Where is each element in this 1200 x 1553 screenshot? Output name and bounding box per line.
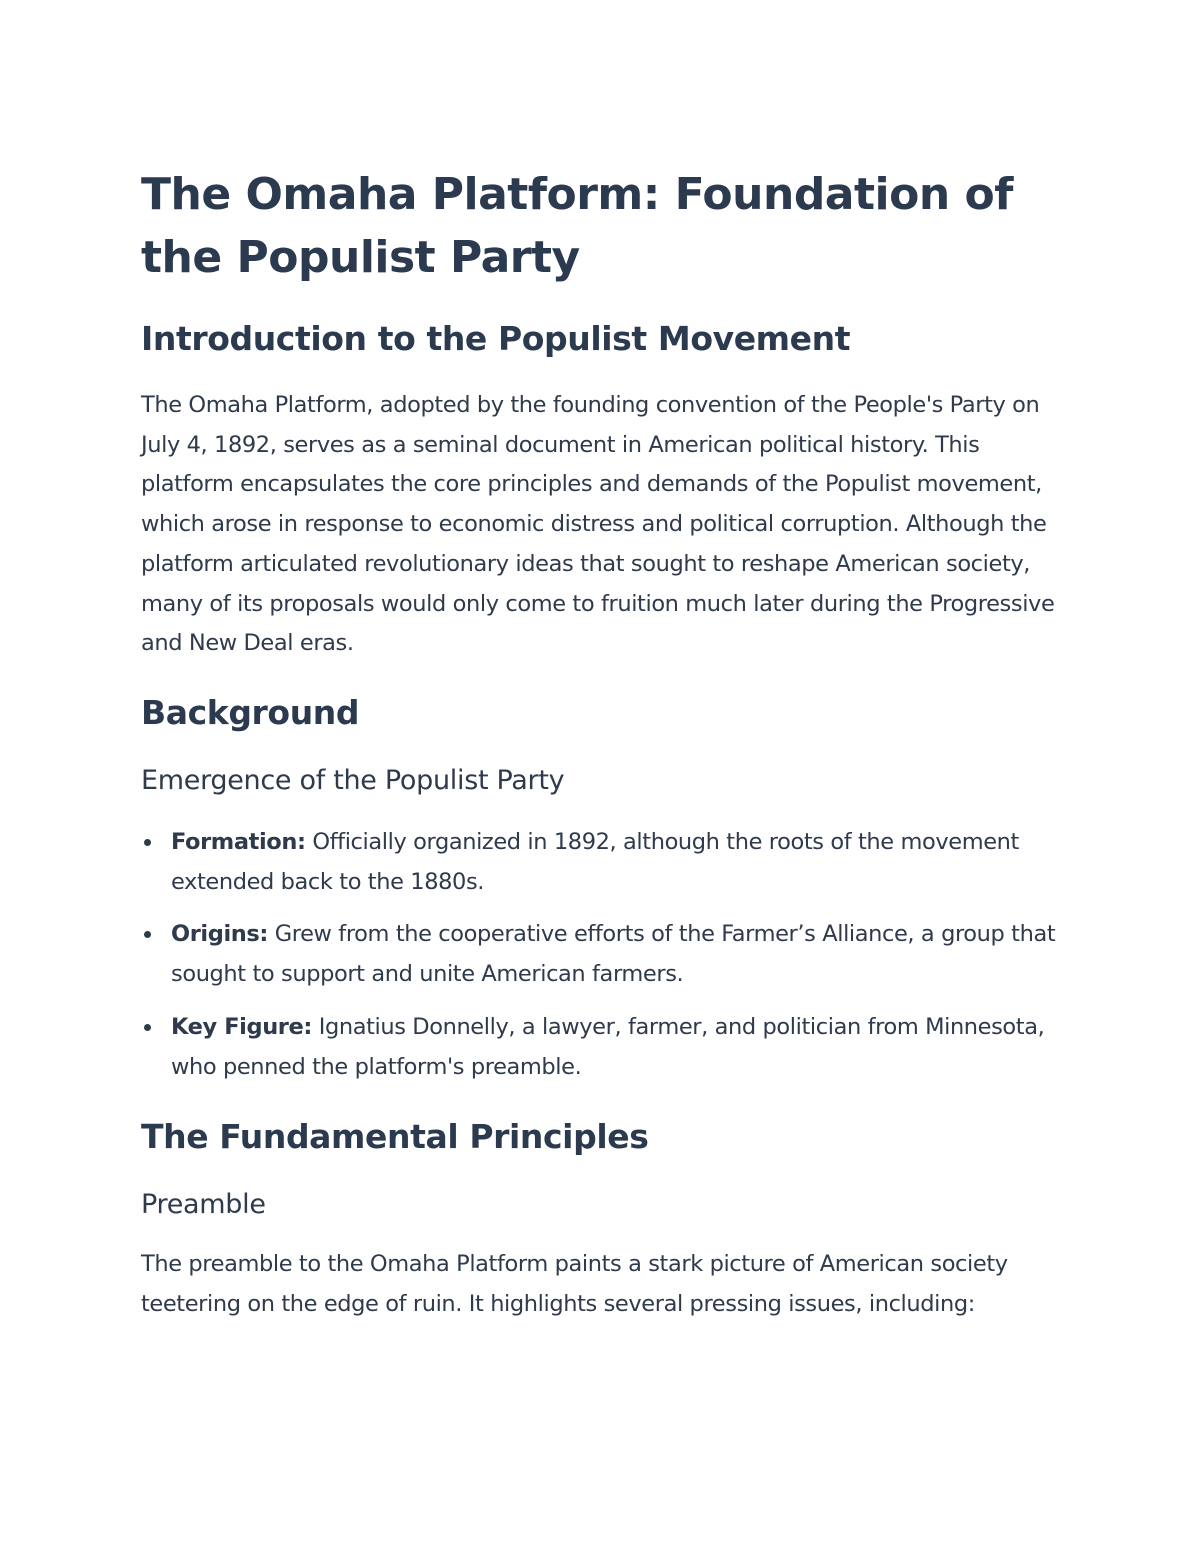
bullet-item-origins bbox=[141, 915, 1066, 994]
bullet-item-formation bbox=[141, 823, 1066, 902]
bullet-text: Ignatius Donnelly, a lawyer, farmer, and politician from Minnesota, who penned the platform's preamble. bbox=[171, 1013, 1045, 1080]
subheading-preamble: Preamble bbox=[141, 1189, 266, 1220]
preamble-paragraph: The preamble to the Omaha Platform paints a stark picture of American society teetering on the edge of ruin. It highlights several pressing issues, including: bbox=[141, 1251, 1008, 1317]
section-heading-introduction: Introduction to the Populist Movement bbox=[141, 319, 851, 358]
bullet-dot-icon bbox=[144, 1024, 151, 1031]
bullet-item-key-figure bbox=[141, 1008, 1066, 1087]
bullet-dot-icon bbox=[144, 931, 151, 938]
section-heading-fundamental-principles: The Fundamental Principles bbox=[141, 1117, 649, 1156]
bullet-dot-icon bbox=[144, 839, 151, 846]
section-heading-background: Background bbox=[141, 693, 360, 732]
bullet-label: Origins: bbox=[171, 921, 268, 948]
bullet-label: Formation: bbox=[171, 829, 306, 855]
bullet-label: Key Figure: bbox=[171, 1013, 312, 1040]
bullet-text: Grew from the cooperative efforts of the Farmer’s Alliance, a group that sought to support and unite American farmers. bbox=[171, 921, 1056, 988]
background-bullet-list bbox=[141, 823, 1066, 1100]
introduction-paragraph: The Omaha Platform, adopted by the founding convention of the People's Party on July 4, 1892, serves as a seminal document in American political history. This platform encapsulates the core principles and demands of the Populist movement, which arose in response to economic distress and political corruption. Although the platform articulated revolutionary ideas that sought to reshape American society, many of its proposals would only come to fruition much later during the Progressive and New Deal eras. bbox=[141, 392, 1055, 657]
subheading-emergence: Emergence of the Populist Party bbox=[141, 765, 565, 796]
bullet-text: Officially organized in 1892, although the roots of the movement extended back to the 1880s. bbox=[171, 829, 1019, 895]
document-title: The Omaha Platform: Foundation of the Populist Party bbox=[141, 169, 1013, 283]
